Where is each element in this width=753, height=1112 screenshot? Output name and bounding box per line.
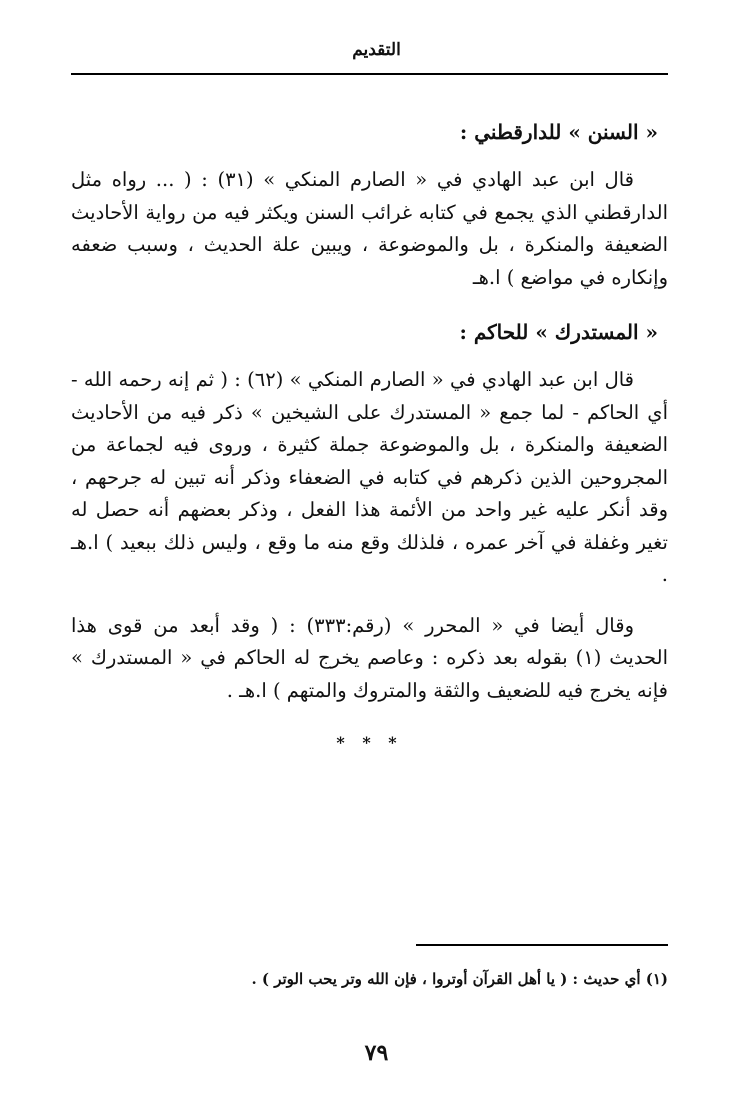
footnote: (١) أي حديث : ( يا أهل القرآن أوتروا ، فإن الله وتر يحب الوتر ) . bbox=[251, 970, 668, 988]
section-heading-sunan: « السنن » للدارقطني : bbox=[459, 120, 658, 144]
page-number: ٧٩ bbox=[364, 1040, 389, 1066]
section-heading-mustadrak: « المستدرك » للحاكم : bbox=[459, 320, 658, 344]
running-header: التقديم bbox=[352, 40, 401, 60]
page-body bbox=[71, 112, 668, 752]
paragraph-sunan: قال ابن عبد الهادي في « الصارم المنكي » (٣١) : ( ... رواه مثل الدارقطني الذي يجمع في كتابه غرائب السنن ويكثر فيه من رواية الأحاديث الضعيفة والمنكرة ، بل والموضوعة ، ويبين علة الحديث ، وسبب ضعفه وإنكاره في مواضع ) ا.هـ bbox=[71, 168, 668, 289]
section-separator: * * * bbox=[336, 733, 403, 752]
paragraph-mustadrak-2: وقال أيضا في « المحرر » (رقم:٣٣٣) : ( وقد أبعد من قوى هذا الحديث (١) بقوله بعد ذكره : وعاصم يخرج له الحاكم في « المستدرك » فإنه يخرج فيه للضعيف والثقة والمتروك والمتهم ) ا.هـ . bbox=[71, 613, 668, 702]
paragraph-mustadrak-1: قال ابن عبد الهادي في « الصارم المنكي » (٦٢) : ( ثم إنه رحمه الله - أي الحاكم - لما جمع « المستدرك على الشيخين » ذكر فيه من الأحاديث الضعيفة والمنكرة ، بل والموضوعة جملة كثيرة ، وروى فيه لجماعة من المجروحين الذين ذكرهم في كتابه في الضعفاء وذكر أنه تبين له جرحهم ، وقد أنكر عليه غير واحد من الأئمة هذا الفعل ، وذكر بعضهم أنه حصل له تغير وغفلة في آخر عمره ، فلذلك وقع منه ما وقع ، وليس ذلك ببعيد ) ا.هـ . bbox=[71, 368, 668, 586]
footnote-rule bbox=[416, 944, 668, 946]
header-rule bbox=[71, 73, 668, 75]
